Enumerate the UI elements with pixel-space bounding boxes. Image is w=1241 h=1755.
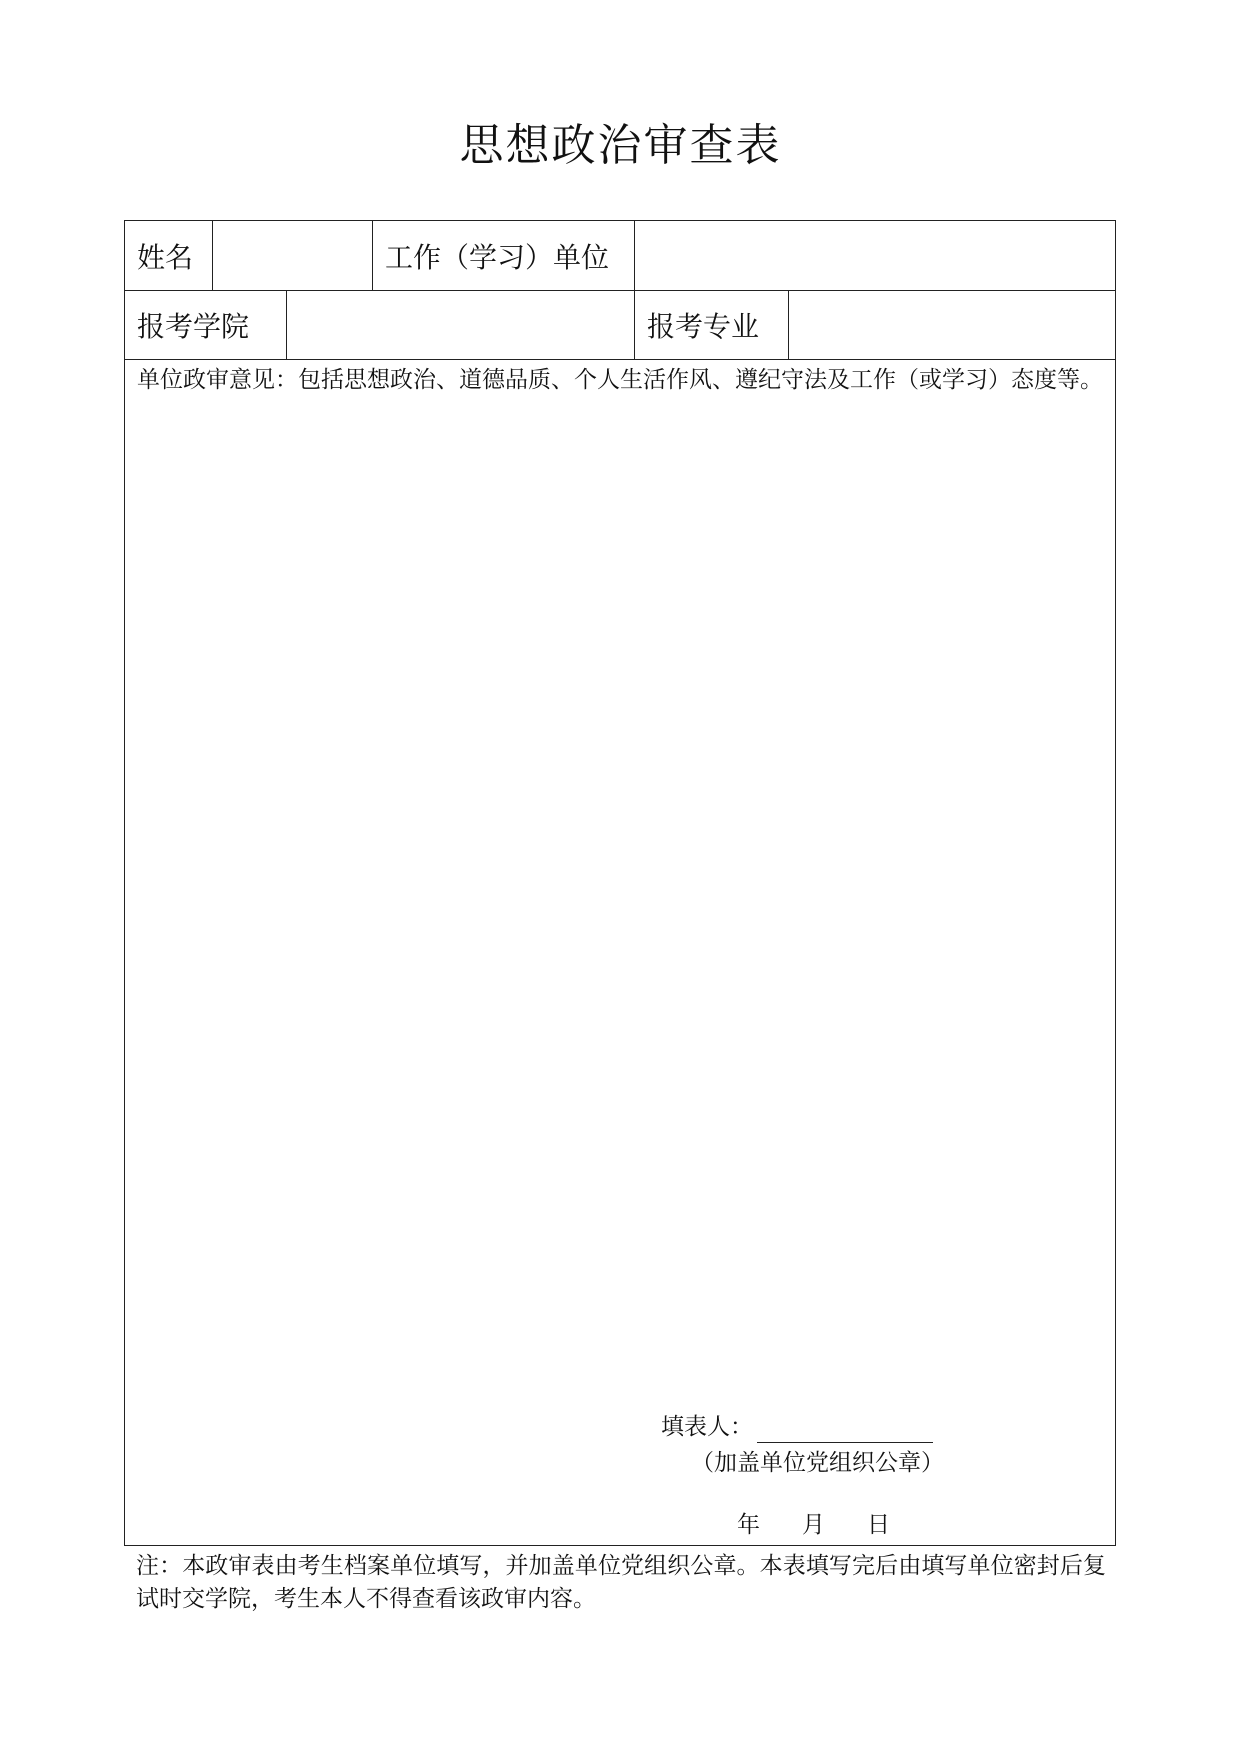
filler-signature <box>661 1411 933 1443</box>
review-form <box>124 220 1116 1546</box>
date-line <box>737 1509 890 1541</box>
work-unit-field[interactable] <box>635 221 1117 290</box>
filler-label: 填表人： <box>661 1414 753 1440</box>
major-field[interactable] <box>789 291 1117 359</box>
seal-note: （加盖单位党组织公章） <box>691 1450 944 1476</box>
name-field[interactable] <box>213 221 373 290</box>
footnote: 注：本政审表由考生档案单位填写，并加盖单位党组织公章。本表填写完后由填写单位密封后复试时交学院，考生本人不得查看该政审内容。 <box>136 1553 1106 1612</box>
form-title: 思想政治审查表 <box>459 120 782 171</box>
work-unit-label: 工作（学习）单位 <box>373 221 635 290</box>
major-label: 报考专业 <box>635 291 789 359</box>
filler-signature-field[interactable] <box>757 1416 933 1443</box>
row-college-major <box>125 291 1115 360</box>
college-label: 报考学院 <box>125 291 287 359</box>
date-day: 日 <box>867 1512 890 1538</box>
college-field[interactable] <box>287 291 635 359</box>
opinion-label: 单位政审意见：包括思想政治、道德品质、个人生活作风、遵纪守法及工作（或学习）态度等。 <box>137 367 1103 393</box>
row-name-workunit <box>125 221 1115 291</box>
name-label: 姓名 <box>125 221 213 290</box>
date-year: 年 <box>737 1512 760 1538</box>
date-month: 月 <box>802 1512 825 1538</box>
